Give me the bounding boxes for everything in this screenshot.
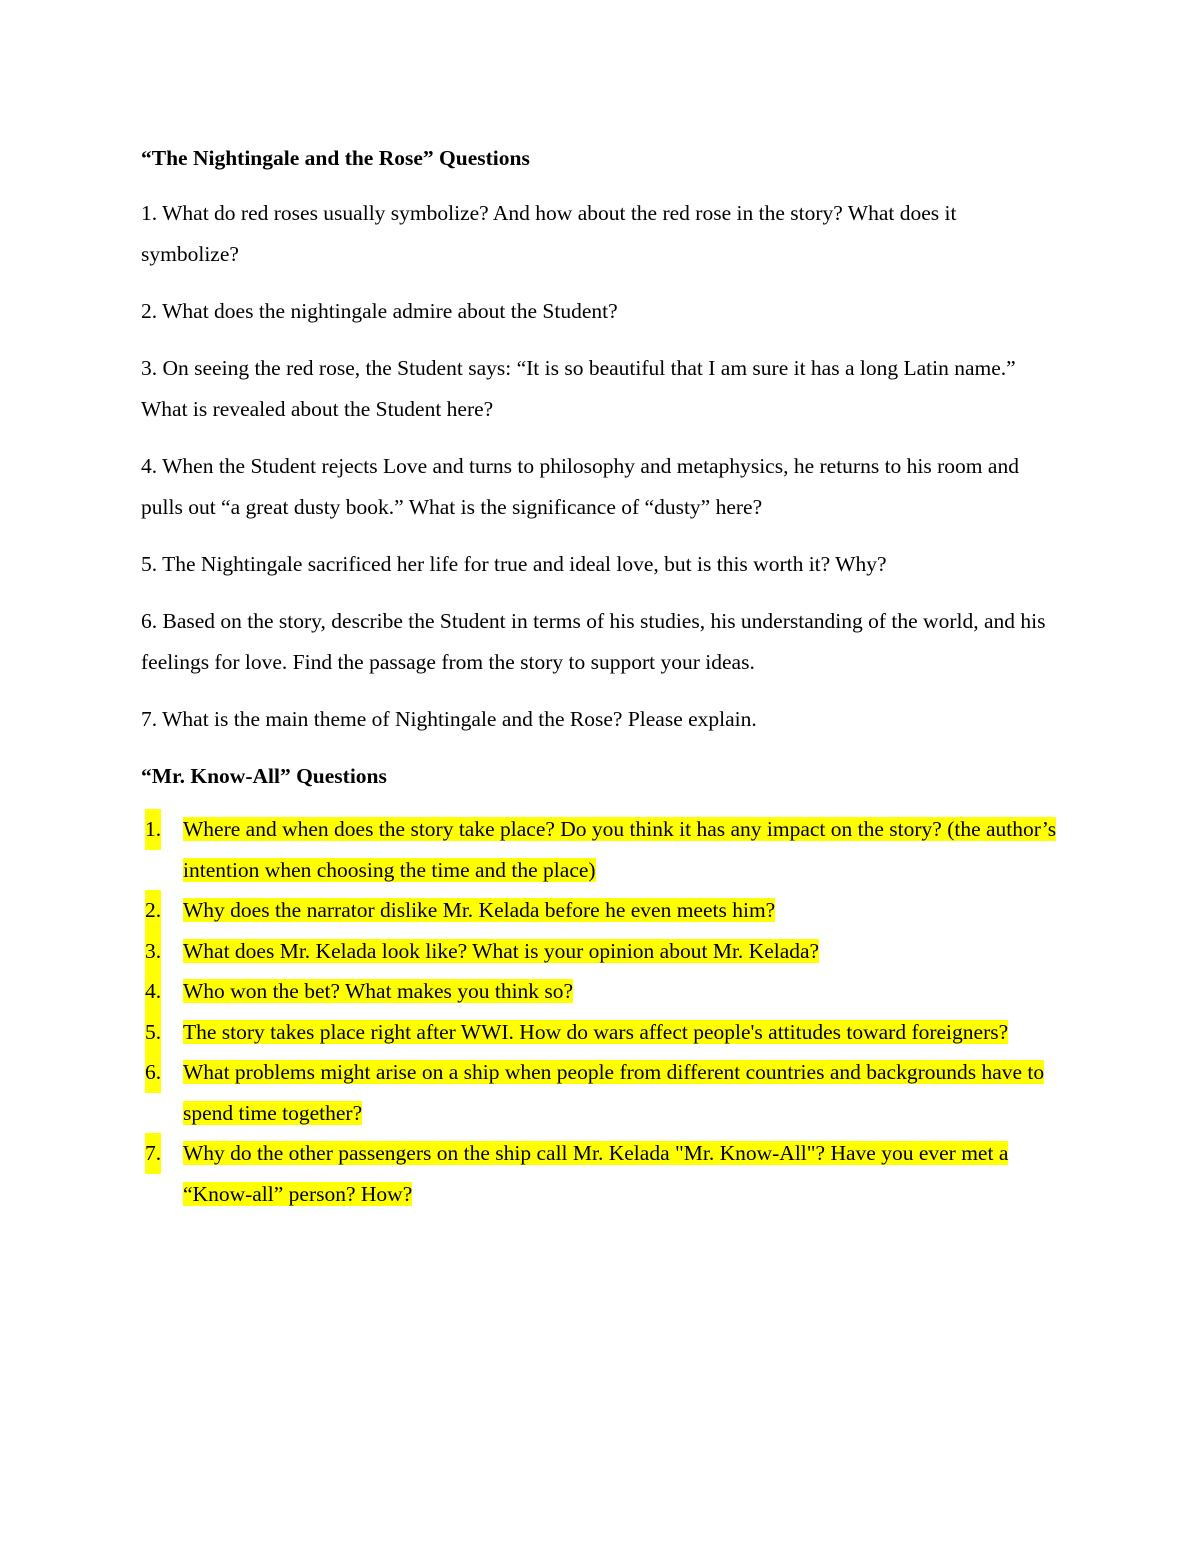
question-text: What does Mr. Kelada look like? What is your opinion about Mr. Kelada? xyxy=(183,938,820,963)
section-title-nightingale: “The Nightingale and the Rose” Questions xyxy=(141,146,530,170)
question-item: 2. What does the nightingale admire about the Student? xyxy=(141,299,618,323)
highlighted-question-item xyxy=(141,931,1059,972)
question-text: Why do the other passengers on the ship call Mr. Kelada "Mr. Know-All"? Have you ever met a “Know-all” person? How? xyxy=(183,1141,1009,1206)
question-text: What problems might arise on a ship when people from different countries and backgrounds have to spend time together? xyxy=(183,1060,1045,1125)
highlighted-question-item xyxy=(141,809,1059,890)
question-number: 6. xyxy=(145,1052,161,1093)
question-number: 2. xyxy=(145,890,161,931)
question-number: 7. xyxy=(145,1133,161,1174)
question-number: 1. xyxy=(145,809,161,850)
question-text: Where and when does the story take place? Do you think it has any impact on the story? (the author’s intention when choosing the time and the place) xyxy=(183,817,1057,882)
document-page xyxy=(141,138,1059,1214)
question-item: 4. When the Student rejects Love and turns to philosophy and metaphysics, he returns to his room and pulls out “a great dusty book.” What is the significance of “dusty” here? xyxy=(141,454,1019,519)
highlighted-question-item xyxy=(141,1012,1059,1053)
question-item: 1. What do red roses usually symbolize? And how about the red rose in the story? What does it symbolize? xyxy=(141,201,957,266)
highlighted-question-item xyxy=(141,971,1059,1012)
question-item: 3. On seeing the red rose, the Student says: “It is so beautiful that I am sure it has a long Latin name.” What is revealed about the Student here? xyxy=(141,356,1016,421)
question-text: Why does the narrator dislike Mr. Kelada before he even meets him? xyxy=(183,898,776,922)
question-item: 6. Based on the story, describe the Student in terms of his studies, his understanding of the world, and his feelings for love. Find the passage from the story to support your ideas. xyxy=(141,609,1046,674)
question-text: The story takes place right after WWI. How do wars affect people's attitudes toward foreigners? xyxy=(183,1019,1009,1044)
highlighted-question-item xyxy=(141,890,1059,931)
highlighted-question-item xyxy=(141,1052,1059,1133)
question-number: 3. xyxy=(145,931,161,972)
question-item: 7. What is the main theme of Nightingale and the Rose? Please explain. xyxy=(141,707,757,731)
question-number: 5. xyxy=(145,1012,161,1053)
know-all-question-list xyxy=(141,809,1059,1214)
question-text: Who won the bet? What makes you think so? xyxy=(183,979,574,1003)
question-number: 4. xyxy=(145,971,161,1012)
section-title-know-all: “Mr. Know-All” Questions xyxy=(141,764,387,788)
highlighted-question-item xyxy=(141,1133,1059,1214)
question-item: 5. The Nightingale sacrificed her life for true and ideal love, but is this worth it? Why? xyxy=(141,552,887,576)
